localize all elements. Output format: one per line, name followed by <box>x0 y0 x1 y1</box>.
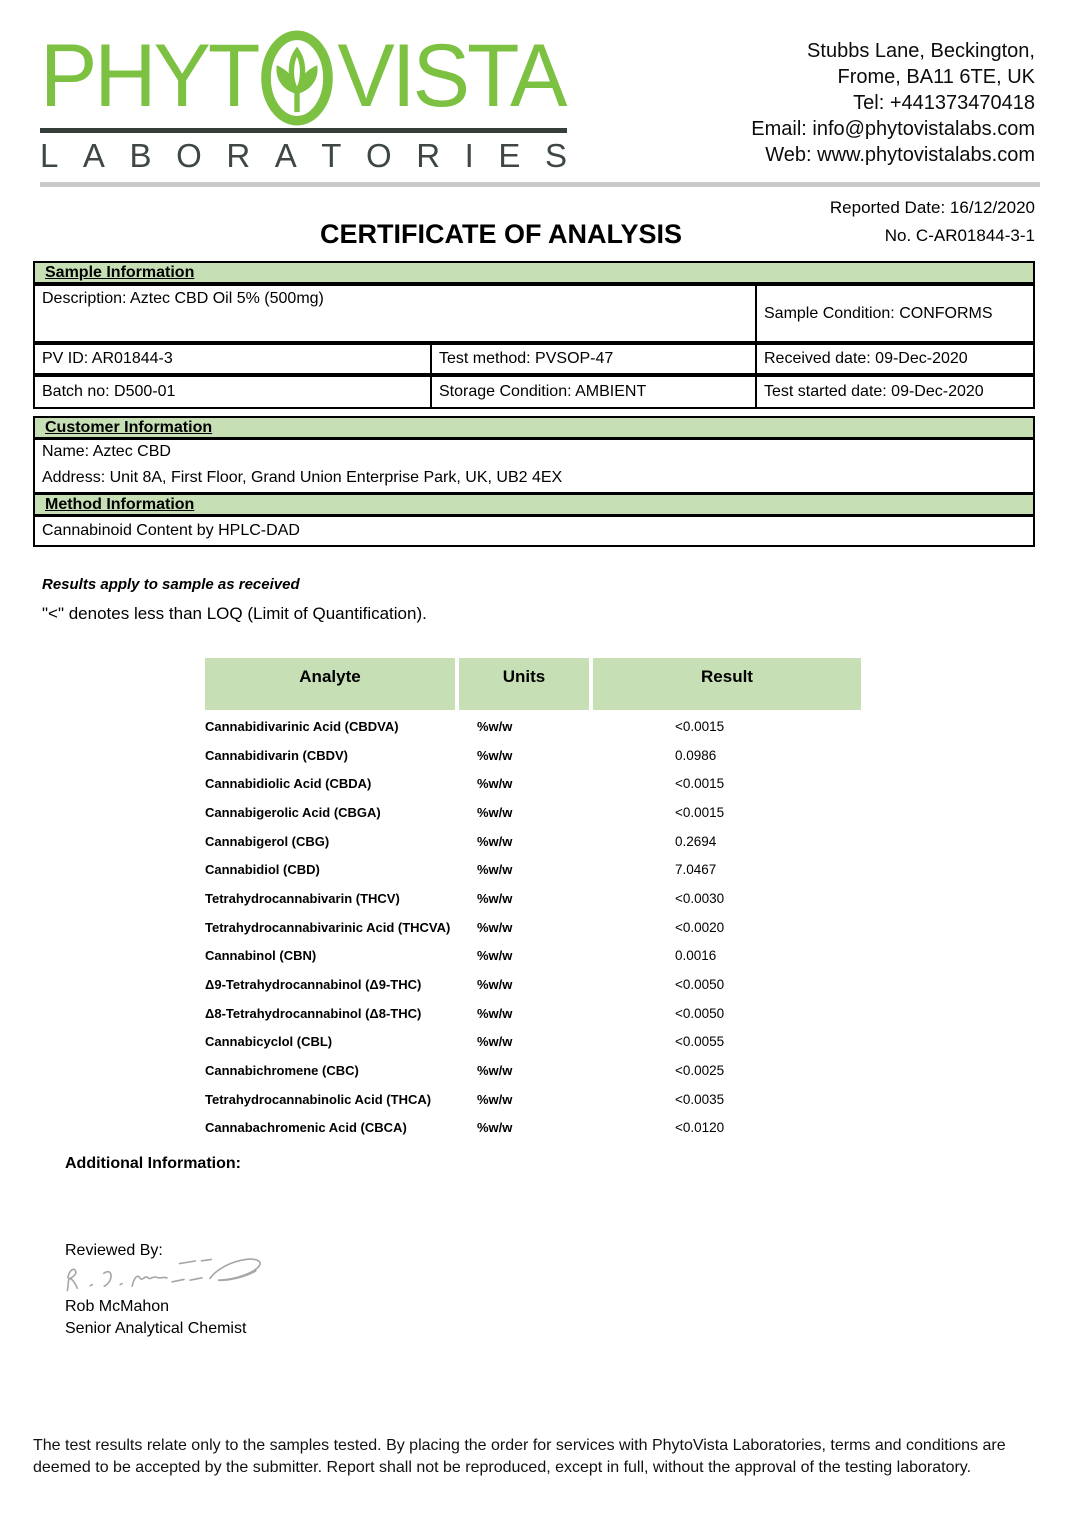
method-information-title: Method Information <box>45 496 195 513</box>
contact-address-line2: Frome, BA11 6TE, UK <box>837 66 1035 88</box>
logo-subtitle-letter: R <box>416 137 441 174</box>
table-row <box>205 855 875 884</box>
customer-details-cell <box>33 438 1035 494</box>
column-header-result: Result <box>593 658 861 710</box>
sample-information-bar <box>33 261 1035 284</box>
units-cell: %w/w <box>477 862 513 878</box>
batch-no-cell: Batch no: D500-01 <box>33 375 432 409</box>
reviewer-title: Senior Analytical Chemist <box>65 1320 247 1337</box>
result-cell: <0.0025 <box>675 1063 725 1079</box>
leaf-icon <box>258 30 336 126</box>
result-cell: <0.0020 <box>675 919 725 935</box>
additional-information-label: Additional Information: <box>65 1155 241 1172</box>
units-cell: %w/w <box>477 1005 513 1021</box>
results-table-header <box>205 658 861 710</box>
logo-subtitle-letter: O <box>366 137 392 174</box>
header-divider <box>40 182 1040 187</box>
result-cell: <0.0015 <box>675 718 725 734</box>
result-cell: <0.0015 <box>675 776 725 792</box>
result-cell: <0.0050 <box>675 1005 725 1021</box>
analyte-cell: Cannabidiol (CBD) <box>205 862 320 878</box>
result-cell: <0.0015 <box>675 804 725 820</box>
analyte-cell: Cannabicyclol (CBL) <box>205 1034 333 1050</box>
method-information-bar <box>33 493 1035 516</box>
logo-subtitle-letter: I <box>464 137 474 174</box>
footer-disclaimer <box>33 1435 1049 1478</box>
page-title: CERTIFICATE OF ANALYSIS <box>320 219 683 249</box>
analyte-cell: Tetrahydrocannabivarin (THCV) <box>205 890 400 906</box>
table-row <box>205 1114 875 1143</box>
logo-brand-left: PHYT <box>40 26 258 126</box>
table-row <box>205 970 875 999</box>
result-cell: 0.2694 <box>675 833 717 849</box>
table-row <box>205 1028 875 1057</box>
contact-web: Web: www.phytovistalabs.com <box>765 144 1035 166</box>
result-cell: 0.0986 <box>675 747 717 763</box>
customer-address: Address: Unit 8A, First Floor, Grand Union Enterprise Park, UK, UB2 4EX <box>42 469 563 486</box>
footer-line1: The test results relate only to the samples tested. By placing the order for services with PhytoVista Laboratories, terms and conditions are <box>33 1437 1006 1454</box>
logo-subtitle <box>40 137 567 175</box>
analyte-cell: Δ8-Tetrahydrocannabinol (Δ8-THC) <box>205 1005 422 1021</box>
analyte-cell: Cannabidiolic Acid (CBDA) <box>205 776 372 792</box>
units-cell: %w/w <box>477 747 513 763</box>
units-cell: %w/w <box>477 776 513 792</box>
test-started-date-cell: Test started date: 09-Dec-2020 <box>755 375 1035 409</box>
footer-line2: deemed to be accepted by the submitter. Report shall not be reproduced, except in full, without the approval of the testing laboratory. <box>33 1458 972 1476</box>
result-cell: <0.0035 <box>675 1091 725 1107</box>
units-cell: %w/w <box>477 1034 513 1050</box>
logo-subtitle-letter: S <box>544 137 567 174</box>
table-row <box>205 1056 875 1085</box>
table-row <box>205 884 875 913</box>
lab-contact-info <box>751 38 1035 168</box>
units-cell: %w/w <box>477 1120 513 1136</box>
logo-subtitle-letter: O <box>176 137 202 174</box>
reviewer-name: Rob McMahon <box>65 1298 170 1315</box>
result-cell: 7.0467 <box>675 862 717 878</box>
contact-phone: Tel: +441373470418 <box>853 92 1035 114</box>
customer-information-bar <box>33 416 1035 439</box>
units-cell: %w/w <box>477 977 513 993</box>
result-cell: <0.0055 <box>675 1034 725 1050</box>
logo-brand-right: VISTA <box>337 26 565 126</box>
logo-subtitle-letter: L <box>40 137 59 174</box>
logo-divider <box>40 128 567 133</box>
logo-subtitle-letter: R <box>226 137 251 174</box>
table-row <box>205 942 875 971</box>
logo-subtitle-letter: T <box>321 137 342 174</box>
analyte-cell: Cannabidivarinic Acid (CBDVA) <box>205 718 399 734</box>
logo-subtitle-letter: E <box>498 137 521 174</box>
table-row <box>205 913 875 942</box>
logo-subtitle-letter: A <box>274 137 297 174</box>
storage-condition-cell: Storage Condition: AMBIENT <box>430 375 757 409</box>
received-date-cell: Received date: 09-Dec-2020 <box>755 343 1035 375</box>
units-cell: %w/w <box>477 919 513 935</box>
logo-brand <box>40 26 568 126</box>
units-cell: %w/w <box>477 948 513 964</box>
result-cell: <0.0050 <box>675 977 725 993</box>
phytovista-logo <box>40 26 568 175</box>
analyte-cell: Cannabichromene (CBC) <box>205 1063 359 1079</box>
customer-name: Name: Aztec CBD <box>42 443 171 460</box>
certificate-number: No. C-AR01844-3-1 <box>884 226 1035 245</box>
reviewed-by-label: Reviewed By: <box>65 1242 163 1259</box>
analyte-cell: Cannabigerolic Acid (CBGA) <box>205 804 381 820</box>
units-cell: %w/w <box>477 1091 513 1107</box>
column-header-analyte: Analyte <box>205 658 455 710</box>
analyte-cell: Tetrahydrocannabivarinic Acid (THCVA) <box>205 919 451 935</box>
units-cell: %w/w <box>477 804 513 820</box>
logo-subtitle-letter: A <box>82 137 105 174</box>
table-row <box>205 741 875 770</box>
table-row <box>205 1085 875 1114</box>
loq-note: "<" denotes less than LOQ (Limit of Quantification). <box>42 604 427 623</box>
test-method-cell: Test method: PVSOP-47 <box>430 343 757 375</box>
sample-information-title: Sample Information <box>45 264 195 281</box>
result-cell: <0.0030 <box>675 890 725 906</box>
sample-condition-cell: Sample Condition: CONFORMS <box>755 284 1035 343</box>
units-cell: %w/w <box>477 1063 513 1079</box>
table-row <box>205 999 875 1028</box>
analyte-cell: Cannabidivarin (CBDV) <box>205 747 349 763</box>
method-cell: Cannabinoid Content by HPLC-DAD <box>33 515 1035 547</box>
result-cell: 0.0016 <box>675 948 717 964</box>
contact-email: Email: info@phytovistalabs.com <box>751 118 1035 140</box>
results-table-body <box>205 712 875 1142</box>
customer-information-title: Customer Information <box>45 419 213 436</box>
units-cell: %w/w <box>477 890 513 906</box>
sample-description-cell: Description: Aztec CBD Oil 5% (500mg) <box>33 284 757 343</box>
analyte-cell: Cannabigerol (CBG) <box>205 833 330 849</box>
units-cell: %w/w <box>477 833 513 849</box>
table-row <box>205 712 875 741</box>
reported-date: Reported Date: 16/12/2020 <box>829 198 1035 217</box>
results-apply-note: Results apply to sample as received <box>42 576 300 593</box>
units-cell: %w/w <box>477 718 513 734</box>
analyte-cell: Tetrahydrocannabinolic Acid (THCA) <box>205 1091 432 1107</box>
contact-address-line1: Stubbs Lane, Beckington, <box>807 40 1035 62</box>
table-row <box>205 827 875 856</box>
analyte-cell: Cannabachromenic Acid (CBCA) <box>205 1120 407 1136</box>
analyte-cell: Δ9-Tetrahydrocannabinol (Δ9-THC) <box>205 977 422 993</box>
table-row <box>205 769 875 798</box>
pv-id-cell: PV ID: AR01844-3 <box>33 343 432 375</box>
logo-subtitle-letter: B <box>129 137 152 174</box>
result-cell: <0.0120 <box>675 1120 725 1136</box>
table-row <box>205 798 875 827</box>
column-header-units: Units <box>459 658 589 710</box>
analyte-cell: Cannabinol (CBN) <box>205 948 317 964</box>
